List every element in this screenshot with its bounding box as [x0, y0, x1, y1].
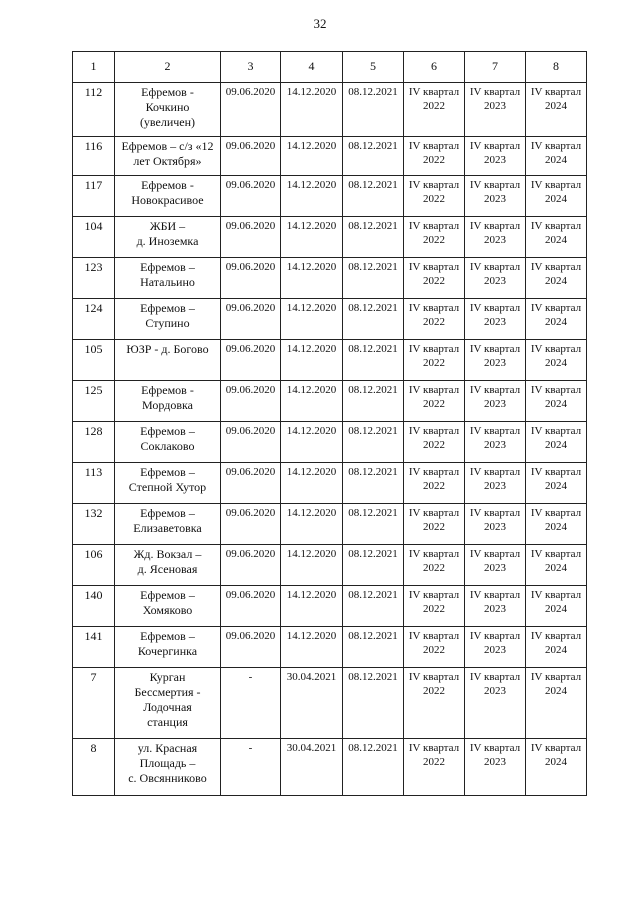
cell-line: 2022 — [423, 316, 445, 328]
cell-line: ул. Красная — [137, 741, 198, 755]
cell-line: 2022 — [423, 603, 445, 615]
date-cell: 09.06.2020 — [221, 422, 281, 463]
cell-line: 2023 — [484, 603, 506, 615]
route-name-cell — [115, 504, 221, 545]
cell-line: IV квартал — [530, 220, 582, 232]
cell-line: 2022 — [423, 154, 445, 166]
route-number-cell: 112 — [73, 83, 115, 137]
cell-line: 2022 — [423, 357, 445, 369]
cell-line: IV квартал — [408, 466, 460, 478]
cell-line: IV квартал — [408, 742, 460, 754]
date-cell: 09.06.2020 — [221, 381, 281, 422]
date-cell: 08.12.2021 — [343, 668, 404, 739]
cell-line: Ефремов – — [140, 588, 195, 602]
quarter-cell — [465, 463, 526, 504]
quarter-cell — [526, 381, 587, 422]
cell-line: 2024 — [545, 756, 567, 768]
date-cell: 08.12.2021 — [343, 422, 404, 463]
cell-line: 2023 — [484, 398, 506, 410]
cell-line: 2023 — [484, 521, 506, 533]
date-cell: 08.12.2021 — [343, 463, 404, 504]
cell-line: IV квартал — [408, 507, 460, 519]
cell-line: Ефремов – — [140, 506, 195, 520]
cell-line: 2024 — [545, 398, 567, 410]
table-row — [73, 340, 587, 381]
cell-line: 2022 — [423, 275, 445, 287]
date-cell: 08.12.2021 — [343, 627, 404, 668]
route-name-cell — [115, 217, 221, 258]
cell-line: 2022 — [423, 562, 445, 574]
date-cell: 09.06.2020 — [221, 504, 281, 545]
column-header: 2 — [115, 52, 221, 83]
cell-line: IV квартал — [469, 425, 521, 437]
date-cell: 09.06.2020 — [221, 176, 281, 217]
column-header: 4 — [281, 52, 343, 83]
route-number-cell: 128 — [73, 422, 115, 463]
cell-line: 2022 — [423, 193, 445, 205]
column-header: 1 — [73, 52, 115, 83]
cell-line: IV квартал — [530, 466, 582, 478]
date-cell: 14.12.2020 — [281, 422, 343, 463]
cell-line: IV квартал — [408, 671, 460, 683]
cell-line: IV квартал — [408, 140, 460, 152]
cell-line: IV квартал — [469, 140, 521, 152]
quarter-cell — [465, 668, 526, 739]
date-cell: 09.06.2020 — [221, 340, 281, 381]
quarter-cell — [465, 340, 526, 381]
route-number-cell: 8 — [73, 739, 115, 796]
cell-line: IV квартал — [408, 384, 460, 396]
cell-line: IV квартал — [469, 302, 521, 314]
cell-line: IV квартал — [530, 302, 582, 314]
quarter-cell — [465, 422, 526, 463]
cell-line: IV квартал — [469, 343, 521, 355]
quarter-cell — [465, 586, 526, 627]
schedule-table — [72, 51, 587, 796]
route-name-cell — [115, 83, 221, 137]
date-cell: - — [221, 739, 281, 796]
cell-line: 2023 — [484, 154, 506, 166]
cell-line: 2022 — [423, 685, 445, 697]
route-number-cell: 113 — [73, 463, 115, 504]
route-number-cell: 106 — [73, 545, 115, 586]
quarter-cell — [404, 586, 465, 627]
quarter-cell — [404, 627, 465, 668]
cell-line: 2023 — [484, 685, 506, 697]
table-row — [73, 422, 587, 463]
cell-line: 2022 — [423, 644, 445, 656]
cell-line: лет Октября» — [133, 154, 202, 168]
quarter-cell — [526, 627, 587, 668]
cell-line: IV квартал — [469, 220, 521, 232]
date-cell: 14.12.2020 — [281, 340, 343, 381]
cell-line: Соклаково — [140, 439, 195, 453]
cell-line: 2024 — [545, 193, 567, 205]
date-cell: 14.12.2020 — [281, 545, 343, 586]
cell-line: д. Иноземка — [136, 234, 199, 248]
cell-line: ЮЗР - д. Богово — [126, 342, 209, 356]
cell-line: IV квартал — [469, 261, 521, 273]
column-header: 7 — [465, 52, 526, 83]
date-cell: - — [221, 668, 281, 739]
cell-line: 2022 — [423, 756, 445, 768]
cell-line: IV квартал — [469, 86, 521, 98]
date-cell: 08.12.2021 — [343, 299, 404, 340]
date-cell: 14.12.2020 — [281, 137, 343, 176]
cell-line: Бессмертия - — [134, 685, 201, 699]
cell-line: IV квартал — [530, 630, 582, 642]
cell-line: Ефремов – — [140, 260, 195, 274]
date-cell: 09.06.2020 — [221, 137, 281, 176]
cell-line: 2024 — [545, 234, 567, 246]
route-number-cell: 140 — [73, 586, 115, 627]
date-cell: 08.12.2021 — [343, 83, 404, 137]
quarter-cell — [465, 627, 526, 668]
date-cell: 08.12.2021 — [343, 258, 404, 299]
route-name-cell — [115, 381, 221, 422]
cell-line: Новокрасивое — [131, 193, 204, 207]
table-row — [73, 463, 587, 504]
cell-line: IV квартал — [469, 589, 521, 601]
cell-line: 2023 — [484, 100, 506, 112]
date-cell: 14.12.2020 — [281, 463, 343, 504]
quarter-cell — [526, 586, 587, 627]
cell-line: IV квартал — [469, 742, 521, 754]
route-name-cell — [115, 627, 221, 668]
quarter-cell — [465, 381, 526, 422]
date-cell: 09.06.2020 — [221, 217, 281, 258]
cell-line: 2023 — [484, 234, 506, 246]
cell-line: 2022 — [423, 398, 445, 410]
route-name-cell — [115, 739, 221, 796]
quarter-cell — [465, 83, 526, 137]
quarter-cell — [404, 176, 465, 217]
date-cell: 30.04.2021 — [281, 739, 343, 796]
cell-line: IV квартал — [469, 507, 521, 519]
table-row — [73, 381, 587, 422]
route-number-cell: 124 — [73, 299, 115, 340]
quarter-cell — [404, 340, 465, 381]
date-cell: 08.12.2021 — [343, 217, 404, 258]
cell-line: 2022 — [423, 521, 445, 533]
quarter-cell — [404, 217, 465, 258]
quarter-cell — [404, 463, 465, 504]
cell-line: IV квартал — [530, 548, 582, 560]
quarter-cell — [404, 545, 465, 586]
date-cell: 08.12.2021 — [343, 504, 404, 545]
route-name-cell — [115, 422, 221, 463]
cell-line: Натальино — [140, 275, 195, 289]
date-cell: 09.06.2020 — [221, 545, 281, 586]
cell-line: Курган — [149, 670, 186, 684]
column-header: 5 — [343, 52, 404, 83]
cell-line: Кочкино — [145, 100, 190, 114]
quarter-cell — [526, 299, 587, 340]
cell-line: Ефремов – — [140, 301, 195, 315]
cell-line: 2023 — [484, 644, 506, 656]
cell-line: Елизаветовка — [133, 521, 202, 535]
date-cell: 14.12.2020 — [281, 217, 343, 258]
cell-line: IV квартал — [408, 179, 460, 191]
table-row — [73, 217, 587, 258]
cell-line: Лодочная — [143, 700, 192, 714]
cell-line: IV квартал — [469, 466, 521, 478]
quarter-cell — [465, 176, 526, 217]
quarter-cell — [526, 504, 587, 545]
route-number-cell: 141 — [73, 627, 115, 668]
date-cell: 14.12.2020 — [281, 83, 343, 137]
quarter-cell — [404, 137, 465, 176]
route-number-cell: 104 — [73, 217, 115, 258]
cell-line: 2023 — [484, 756, 506, 768]
cell-line: IV квартал — [408, 425, 460, 437]
cell-line: IV квартал — [408, 343, 460, 355]
cell-line: 2024 — [545, 521, 567, 533]
date-cell: 08.12.2021 — [343, 586, 404, 627]
cell-line: (увеличен) — [139, 115, 196, 129]
cell-line: IV квартал — [408, 589, 460, 601]
table-row — [73, 739, 587, 796]
table-row — [73, 504, 587, 545]
cell-line: 2022 — [423, 439, 445, 451]
route-name-cell — [115, 340, 221, 381]
page-number: 32 — [313, 16, 327, 31]
route-name-cell — [115, 668, 221, 739]
quarter-cell — [526, 545, 587, 586]
cell-line: Хомяково — [142, 603, 193, 617]
cell-line: IV квартал — [469, 179, 521, 191]
cell-line: 2023 — [484, 439, 506, 451]
cell-line: IV квартал — [530, 384, 582, 396]
date-cell: 09.06.2020 — [221, 299, 281, 340]
cell-line: 2024 — [545, 603, 567, 615]
date-cell: 09.06.2020 — [221, 463, 281, 504]
cell-line: 2023 — [484, 562, 506, 574]
cell-line: IV квартал — [530, 261, 582, 273]
date-cell: 30.04.2021 — [281, 668, 343, 739]
cell-line: IV квартал — [469, 671, 521, 683]
cell-line: Площадь – — [139, 756, 196, 770]
cell-line: IV квартал — [530, 86, 582, 98]
cell-line: 2024 — [545, 275, 567, 287]
quarter-cell — [465, 217, 526, 258]
cell-line: IV квартал — [530, 140, 582, 152]
quarter-cell — [526, 668, 587, 739]
cell-line: 2024 — [545, 480, 567, 492]
quarter-cell — [526, 137, 587, 176]
quarter-cell — [526, 340, 587, 381]
cell-line: IV квартал — [408, 548, 460, 560]
table-row — [73, 586, 587, 627]
cell-line: 2024 — [545, 357, 567, 369]
route-name-cell — [115, 176, 221, 217]
cell-line: IV квартал — [530, 589, 582, 601]
route-number-cell: 132 — [73, 504, 115, 545]
cell-line: IV квартал — [530, 343, 582, 355]
date-cell: 09.06.2020 — [221, 83, 281, 137]
cell-line: IV квартал — [469, 384, 521, 396]
route-number-cell: 117 — [73, 176, 115, 217]
cell-line: IV квартал — [408, 630, 460, 642]
cell-line: 2022 — [423, 234, 445, 246]
quarter-cell — [404, 739, 465, 796]
route-name-cell — [115, 137, 221, 176]
quarter-cell — [465, 504, 526, 545]
cell-line: Степной Хутор — [128, 480, 207, 494]
cell-line: 2024 — [545, 154, 567, 166]
date-cell: 08.12.2021 — [343, 545, 404, 586]
date-cell: 09.06.2020 — [221, 586, 281, 627]
route-name-cell — [115, 299, 221, 340]
cell-line: Ефремов – — [140, 629, 195, 643]
cell-line: Ефремов – — [140, 424, 195, 438]
quarter-cell — [404, 381, 465, 422]
table-row — [73, 176, 587, 217]
cell-line: 2024 — [545, 316, 567, 328]
quarter-cell — [465, 299, 526, 340]
quarter-cell — [526, 217, 587, 258]
cell-line: Ефремов - — [141, 178, 194, 192]
cell-line: IV квартал — [530, 671, 582, 683]
route-number-cell: 116 — [73, 137, 115, 176]
route-number-cell: 105 — [73, 340, 115, 381]
quarter-cell — [526, 422, 587, 463]
cell-line: IV квартал — [469, 630, 521, 642]
cell-line: 2024 — [545, 562, 567, 574]
cell-line: IV квартал — [530, 507, 582, 519]
table-row — [73, 627, 587, 668]
route-name-cell — [115, 545, 221, 586]
quarter-cell — [465, 137, 526, 176]
cell-line: Ефремов – — [140, 465, 195, 479]
cell-line: Жд. Вокзал – — [133, 547, 202, 561]
cell-line: Ефремов - — [141, 85, 194, 99]
quarter-cell — [404, 668, 465, 739]
date-cell: 08.12.2021 — [343, 739, 404, 796]
cell-line: Ефремов - — [141, 383, 194, 397]
cell-line: Ефремов – с/з «12 — [121, 139, 214, 153]
date-cell: 14.12.2020 — [281, 258, 343, 299]
date-cell: 08.12.2021 — [343, 176, 404, 217]
quarter-cell — [404, 83, 465, 137]
quarter-cell — [526, 739, 587, 796]
cell-line: Ступино — [145, 316, 190, 330]
date-cell: 14.12.2020 — [281, 627, 343, 668]
table-row — [73, 668, 587, 739]
quarter-cell — [404, 422, 465, 463]
cell-line: IV квартал — [530, 742, 582, 754]
cell-line: IV квартал — [469, 548, 521, 560]
date-cell: 09.06.2020 — [221, 627, 281, 668]
cell-line: ЖБИ – — [149, 219, 186, 233]
quarter-cell — [404, 504, 465, 545]
route-number-cell: 125 — [73, 381, 115, 422]
column-header: 6 — [404, 52, 465, 83]
date-cell: 08.12.2021 — [343, 381, 404, 422]
date-cell: 14.12.2020 — [281, 504, 343, 545]
cell-line: станция — [147, 715, 188, 729]
quarter-cell — [526, 176, 587, 217]
date-cell: 14.12.2020 — [281, 381, 343, 422]
table-row — [73, 299, 587, 340]
cell-line: IV квартал — [408, 86, 460, 98]
cell-line: IV квартал — [530, 179, 582, 191]
cell-line: 2022 — [423, 480, 445, 492]
cell-line: д. Ясеновая — [137, 562, 198, 576]
route-number-cell: 123 — [73, 258, 115, 299]
cell-line: 2023 — [484, 480, 506, 492]
table-row — [73, 258, 587, 299]
date-cell: 14.12.2020 — [281, 176, 343, 217]
quarter-cell — [404, 299, 465, 340]
cell-line: 2024 — [545, 644, 567, 656]
table-body — [73, 83, 587, 796]
cell-line: 2023 — [484, 357, 506, 369]
cell-line: 2024 — [545, 100, 567, 112]
quarter-cell — [526, 83, 587, 137]
cell-line: IV квартал — [408, 220, 460, 232]
cell-line: 2023 — [484, 316, 506, 328]
route-name-cell — [115, 258, 221, 299]
cell-line: 2024 — [545, 685, 567, 697]
date-cell: 08.12.2021 — [343, 340, 404, 381]
date-cell: 09.06.2020 — [221, 258, 281, 299]
table-row — [73, 137, 587, 176]
quarter-cell — [526, 463, 587, 504]
cell-line: 2024 — [545, 439, 567, 451]
quarter-cell — [465, 258, 526, 299]
table-row — [73, 83, 587, 137]
cell-line: 2022 — [423, 100, 445, 112]
date-cell: 14.12.2020 — [281, 299, 343, 340]
quarter-cell — [465, 739, 526, 796]
date-cell: 08.12.2021 — [343, 137, 404, 176]
quarter-cell — [404, 258, 465, 299]
route-name-cell — [115, 463, 221, 504]
cell-line: IV квартал — [408, 261, 460, 273]
quarter-cell — [526, 258, 587, 299]
cell-line: с. Овсянниково — [128, 771, 207, 785]
quarter-cell — [465, 545, 526, 586]
table-header-row — [73, 52, 587, 83]
cell-line: Кочергинка — [137, 644, 198, 658]
route-name-cell — [115, 586, 221, 627]
table-row — [73, 545, 587, 586]
cell-line: Мордовка — [142, 398, 193, 412]
cell-line: IV квартал — [530, 425, 582, 437]
column-header: 8 — [526, 52, 587, 83]
cell-line: 2023 — [484, 275, 506, 287]
column-header: 3 — [221, 52, 281, 83]
cell-line: IV квартал — [408, 302, 460, 314]
route-number-cell: 7 — [73, 668, 115, 739]
date-cell: 14.12.2020 — [281, 586, 343, 627]
cell-line: 2023 — [484, 193, 506, 205]
